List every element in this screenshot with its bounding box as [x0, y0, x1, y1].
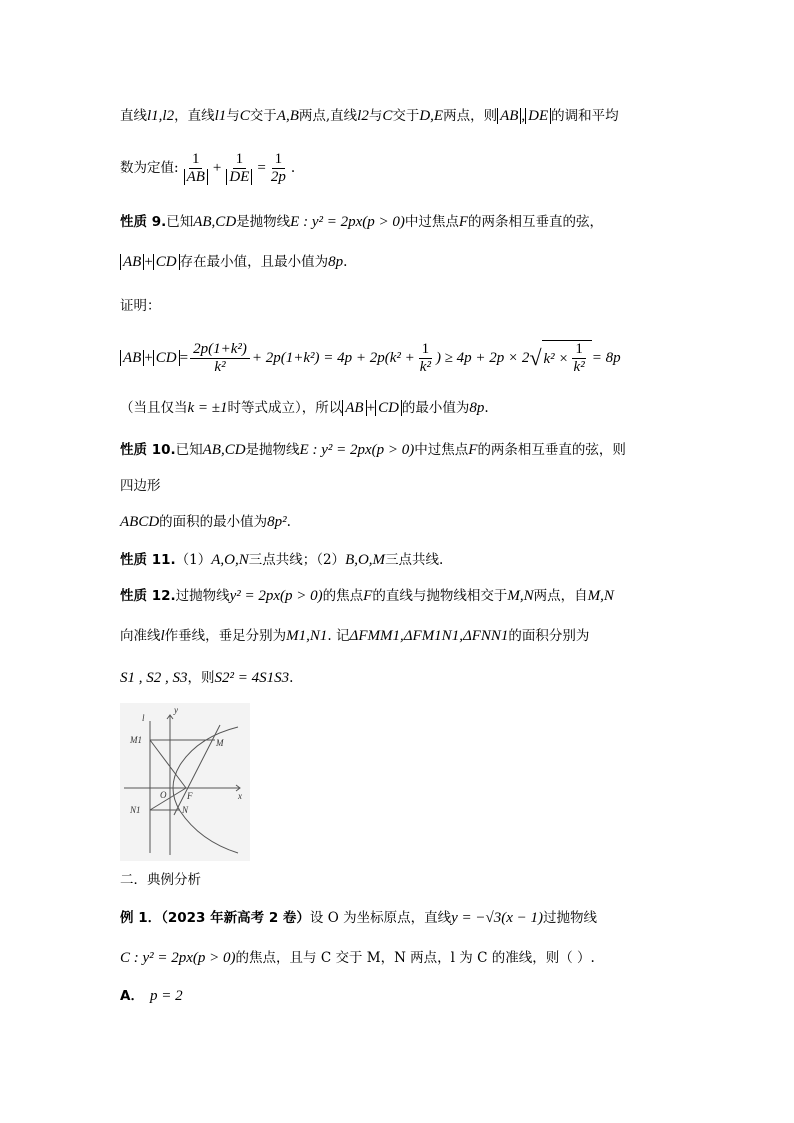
numerator: 1: [572, 341, 586, 359]
label-x: x: [238, 791, 242, 801]
abs-de: DE: [525, 108, 551, 124]
math: l2: [357, 108, 369, 124]
text: 直线: [120, 108, 147, 124]
property-label: 性质 9.: [120, 214, 167, 230]
label-f: F: [187, 791, 193, 801]
math: k² ×: [543, 350, 569, 367]
text: 三点共线.: [385, 552, 444, 568]
math: AB,CD: [193, 214, 237, 230]
text: 三点共线；（2）: [248, 552, 346, 568]
abs-cd: CD: [153, 350, 180, 366]
fraction: [223, 151, 255, 186]
math: k = ±1: [187, 400, 228, 416]
numerator: 1: [233, 151, 247, 169]
math: C: [382, 108, 393, 124]
text: 的焦点: [322, 588, 364, 604]
math: =: [257, 160, 266, 176]
math: ) ≥ 4p + 2p × 2: [435, 350, 530, 366]
math: S2² = 4S1S3: [214, 670, 290, 686]
math: A,O,N: [211, 552, 249, 568]
text: .: [343, 254, 348, 270]
fraction: [417, 341, 434, 376]
example-1: [120, 908, 597, 928]
sqrt-sign: √: [529, 345, 542, 370]
property-label: 性质 12.: [120, 588, 176, 604]
math: F: [363, 588, 373, 604]
abs-ab: AB: [497, 108, 521, 124]
abs-cd: CD: [153, 254, 180, 270]
denominator: k²: [214, 358, 226, 375]
text: 时等式成立），所以: [227, 400, 343, 416]
paragraph-line: [120, 948, 595, 968]
text: 的面积分别为: [508, 628, 590, 644]
math: +: [144, 254, 153, 270]
fraction: [571, 341, 588, 376]
line-f-n1: [150, 788, 186, 810]
numerator: 1: [189, 151, 203, 169]
fraction: [190, 341, 250, 376]
numerator: 1: [272, 151, 286, 169]
math: 8p: [469, 400, 485, 416]
math: +: [144, 350, 153, 366]
paragraph-line: [120, 626, 589, 646]
option-label: A．: [120, 988, 144, 1004]
figure-svg: [120, 703, 250, 861]
math: C : y² = 2px(p > 0): [120, 950, 236, 966]
text: 与: [226, 108, 240, 124]
text: ，直线: [174, 108, 215, 124]
text: （1）: [175, 552, 212, 568]
text: 的两条相互垂直的弦，则: [477, 442, 626, 458]
math: +: [366, 400, 376, 416]
numerator: 1: [419, 341, 433, 359]
option-value: p = 2: [149, 988, 183, 1004]
paragraph-line: [120, 148, 295, 188]
text: 的调和平均: [551, 108, 619, 124]
math: + 2p(1+k²) = 4p + 2p(k² +: [251, 350, 415, 366]
math: = 8p: [591, 350, 621, 366]
abs-ab: AB: [120, 254, 144, 270]
denominator: 2p: [270, 168, 286, 185]
section-heading: 二．典例分析: [120, 872, 201, 888]
text: 作垂线，垂足分别为: [164, 628, 287, 644]
property-label: 性质 11.: [120, 552, 176, 568]
math: l1,l2: [147, 108, 175, 124]
label-y: y: [174, 705, 178, 715]
option-a: [120, 986, 183, 1006]
property-11: [120, 550, 443, 570]
math: ΔFMM1,ΔFM1N1,ΔFNN1: [349, 628, 509, 644]
text: 的两条相互垂直的弦，: [468, 214, 604, 230]
property-12: [120, 586, 614, 606]
math: 8p²: [267, 514, 287, 530]
abs-ab: AB: [342, 400, 366, 416]
text: . 记: [327, 628, 350, 644]
example-source: （2023 年新高考 2 卷）: [161, 910, 310, 926]
property-10: [120, 440, 626, 460]
math: AB,CD: [202, 442, 246, 458]
proof-note: [120, 398, 489, 418]
text: 过抛物线: [542, 910, 597, 926]
paragraph-line: [120, 668, 293, 688]
text: 是抛物线: [245, 442, 300, 458]
math: +: [212, 160, 222, 176]
math: l1: [214, 108, 227, 124]
math: A,B: [276, 108, 299, 124]
text: 的直线与抛物线相交于: [372, 588, 508, 604]
text: 的面积的最小值为: [159, 514, 268, 530]
text: 已知: [166, 214, 194, 230]
math: y² = 2px(p > 0): [229, 588, 323, 604]
text: 过抛物线: [175, 588, 230, 604]
text: .: [286, 514, 291, 530]
text: 的焦点，且与 C 交于 M，N 两点，l 为 C 的准线，则（ ）.: [235, 950, 595, 966]
text: .: [289, 670, 294, 686]
paragraph-line: 四边形: [120, 478, 161, 494]
math: 8p: [328, 254, 344, 270]
parabola-figure: [120, 703, 250, 861]
math: =: [179, 350, 189, 366]
math: S1 , S2 , S3: [120, 670, 188, 686]
math: D,E: [419, 108, 444, 124]
text: 中过焦点: [414, 442, 469, 458]
text: 已知: [175, 442, 203, 458]
denominator: k²: [573, 359, 585, 375]
label-n: N: [182, 805, 189, 815]
property-label: 性质 10.: [120, 442, 176, 458]
text: 设 O 为坐标原点，直线: [309, 910, 452, 926]
text: 两点,直线: [298, 108, 358, 124]
math: B,O,M: [345, 552, 386, 568]
paragraph-line: [120, 252, 347, 272]
denominator: DE: [226, 169, 252, 185]
label-m1: M1: [130, 735, 142, 745]
math: C: [239, 108, 250, 124]
math: E : y² = 2px(p > 0): [299, 442, 415, 458]
math: M1,N1: [286, 628, 328, 644]
text: 交于: [392, 108, 420, 124]
text: 两点，则: [443, 108, 498, 124]
denominator: AB: [184, 169, 208, 185]
abs-ab: AB: [120, 350, 144, 366]
text: （当且仅当: [120, 400, 188, 416]
text: 是抛物线: [236, 214, 291, 230]
text: ，则: [187, 670, 215, 686]
text: 与: [368, 108, 383, 124]
math: ABCD: [120, 514, 160, 530]
label-l: l: [142, 713, 145, 723]
math: ,: [521, 108, 526, 124]
math: E : y² = 2px(p > 0): [290, 214, 405, 230]
math: M,N: [507, 588, 534, 604]
label-o: O: [160, 790, 167, 800]
text: 数为定值:: [120, 160, 179, 176]
numerator: 2p(1+k²): [190, 341, 250, 359]
denominator: k²: [419, 358, 431, 375]
label-m: M: [216, 738, 224, 748]
text: 交于: [249, 108, 277, 124]
sqrt-radicand: [542, 340, 592, 376]
abs-cd: CD: [375, 400, 402, 416]
text: 的最小值为: [401, 400, 470, 416]
label-n1: N1: [130, 805, 141, 815]
math: F: [458, 214, 469, 230]
fraction: [181, 151, 211, 186]
text: 存在最小值，且最小值为: [179, 254, 329, 270]
paragraph-line: [120, 106, 619, 126]
text: 两点，自: [533, 588, 588, 604]
text: .: [290, 160, 296, 176]
property-9: [120, 212, 603, 232]
fraction: [268, 151, 289, 186]
text: 向准线: [120, 628, 161, 644]
text: 中过焦点: [404, 214, 459, 230]
text: .: [484, 400, 489, 416]
proof-label: 证明：: [120, 298, 161, 314]
focal-chord: [174, 725, 220, 815]
math: y = −√3(x − 1): [451, 910, 543, 926]
paragraph-line: [120, 512, 291, 532]
proof-equation: [120, 336, 621, 380]
math: M,N: [587, 588, 614, 604]
math: l: [160, 628, 165, 644]
example-label: 例 1．: [120, 910, 162, 926]
math: F: [468, 442, 478, 458]
